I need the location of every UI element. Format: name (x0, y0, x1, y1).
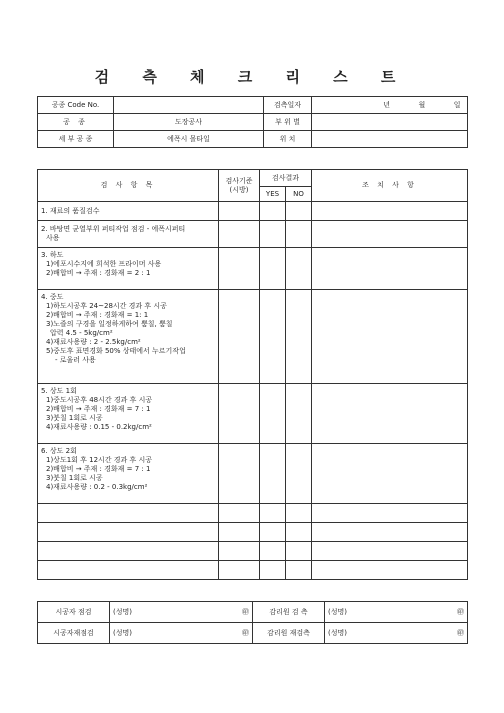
item-standard-cell[interactable] (219, 523, 260, 542)
signature-table (37, 601, 468, 644)
item-text (38, 221, 219, 248)
item-text (38, 444, 219, 504)
supervisor-recheck-label: 감리원 재검측 (253, 623, 325, 644)
header-no: NO (286, 187, 312, 202)
header-yes: YES (260, 187, 286, 202)
item-yes-cell[interactable] (260, 221, 286, 248)
checklist-table (37, 169, 468, 580)
header-standard-line1: 검사기준 (225, 176, 253, 185)
seal-mark: ㊞ (242, 607, 249, 616)
date-value[interactable] (312, 97, 468, 114)
item-text (38, 384, 219, 444)
item-line: 3)붓칠 1회로 시공 (46, 414, 103, 422)
item-line: 압력 4.5 - 5kg/cm² (50, 329, 113, 337)
item-line: - 로울러 사용 (55, 356, 96, 364)
item-action-cell[interactable] (312, 523, 468, 542)
builder-check-label: 시공자 점검 (38, 602, 110, 623)
item-line: 5. 상도 1회 (41, 387, 77, 395)
item-text (38, 290, 219, 384)
item-line: 4. 중도 (41, 293, 64, 301)
item-yes-cell[interactable] (260, 523, 286, 542)
seal-mark: ㊞ (457, 628, 464, 637)
date-label: 검측일자 (264, 97, 312, 114)
builder-recheck-signature[interactable] (110, 623, 253, 644)
item-text (38, 248, 219, 290)
item-line: 2. 바탕면 균열부위 퍼티작업 점검 - 에폭시퍼티 (41, 225, 186, 233)
item-line: 3)노즐의 구경을 일정하게하여 뿜칠, 뿜칠 (46, 320, 173, 328)
item-line: 5)중도후 표면경화 50% 상태에서 누르기작업 (46, 347, 186, 355)
item-line: 사용 (46, 234, 60, 242)
item-standard-cell[interactable] (219, 444, 260, 504)
item-line: 2)배합비 → 주재 : 경화재 = 2 : 1 (46, 269, 151, 277)
header-standard-line2: (시방) (229, 185, 249, 194)
header-result: 검사결과 (260, 170, 312, 187)
code-label: 공종 Code No. (38, 97, 114, 114)
item-standard-cell[interactable] (219, 202, 260, 221)
item-yes-cell[interactable] (260, 384, 286, 444)
item-line: 1)상도1회 후 12시간 경과 후 시공 (46, 456, 153, 464)
item-line: 1)에포시수지에 희석한 프라이머 사용 (46, 260, 162, 268)
date-day: 일 (453, 100, 461, 109)
part-label: 부 위 별 (264, 114, 312, 131)
item-no-cell[interactable] (286, 221, 312, 248)
info-table (37, 96, 468, 148)
item-action-cell[interactable] (312, 290, 468, 384)
item-no-cell[interactable] (286, 504, 312, 523)
item-line: 6. 상도 2회 (41, 447, 77, 455)
code-value[interactable] (114, 97, 264, 114)
item-no-cell[interactable] (286, 384, 312, 444)
signature-label: (성명) (113, 607, 132, 616)
item-action-cell[interactable] (312, 248, 468, 290)
item-line: 3. 하도 (41, 251, 64, 259)
date-month: 월 (418, 100, 426, 109)
item-no-cell[interactable] (286, 248, 312, 290)
item-line: 4)재료사용량 : 0.15 - 0.2kg/cm² (46, 423, 152, 431)
empty-item-cell[interactable] (38, 523, 219, 542)
seal-mark: ㊞ (457, 607, 464, 616)
empty-item-cell[interactable] (38, 504, 219, 523)
signature-label: (성명) (113, 628, 132, 637)
item-standard-cell[interactable] (219, 221, 260, 248)
item-yes-cell[interactable] (260, 248, 286, 290)
item-line: 1)하도시공후 24~28시간 경과 후 시공 (46, 302, 167, 310)
item-yes-cell[interactable] (260, 542, 286, 561)
item-line: 2)배합비 → 주재 : 경화재 = 7 : 1 (46, 405, 151, 413)
builder-check-signature[interactable] (110, 602, 253, 623)
header-action: 조 치 사 항 (312, 170, 468, 202)
item-standard-cell[interactable] (219, 248, 260, 290)
supervisor-check-signature[interactable] (325, 602, 468, 623)
item-action-cell[interactable] (312, 561, 468, 580)
empty-item-cell[interactable] (38, 542, 219, 561)
item-line: 3)붓칠 1회로 시공 (46, 474, 103, 482)
work-value[interactable]: 도장공사 (114, 114, 264, 131)
supervisor-recheck-signature[interactable] (325, 623, 468, 644)
location-value[interactable] (312, 131, 468, 148)
item-standard-cell[interactable] (219, 504, 260, 523)
header-items: 검 사 항 목 (38, 170, 219, 202)
item-no-cell[interactable] (286, 444, 312, 504)
item-standard-cell[interactable] (219, 542, 260, 561)
item-line: 2)배합비 → 주재 : 경화재 = 7 : 1 (46, 465, 151, 473)
item-line: 4)재료사용량 : 0.2 - 0.3kg/cm² (46, 483, 148, 491)
item-line: 2)배합비 → 주재 : 경화재 = 1: 1 (46, 311, 149, 319)
item-no-cell[interactable] (286, 561, 312, 580)
item-action-cell[interactable] (312, 504, 468, 523)
item-action-cell[interactable] (312, 542, 468, 561)
item-line: 4)재료사용량 : 2 - 2.5kg/cm² (46, 338, 141, 346)
detail-value[interactable]: 에폭시 몰타일 (114, 131, 264, 148)
item-standard-cell[interactable] (219, 384, 260, 444)
item-yes-cell[interactable] (260, 202, 286, 221)
item-standard-cell[interactable] (219, 561, 260, 580)
work-label: 공 종 (38, 114, 114, 131)
part-value[interactable] (312, 114, 468, 131)
builder-recheck-label: 시공자재점검 (38, 623, 110, 644)
item-action-cell[interactable] (312, 384, 468, 444)
item-yes-cell[interactable] (260, 504, 286, 523)
item-no-cell[interactable] (286, 290, 312, 384)
item-yes-cell[interactable] (260, 444, 286, 504)
item-text (38, 202, 219, 221)
item-action-cell[interactable] (312, 221, 468, 248)
item-yes-cell[interactable] (260, 561, 286, 580)
item-yes-cell[interactable] (260, 290, 286, 384)
item-no-cell[interactable] (286, 202, 312, 221)
item-action-cell[interactable] (312, 444, 468, 504)
seal-mark: ㊞ (242, 628, 249, 637)
location-label: 위 치 (264, 131, 312, 148)
signature-label: (성명) (328, 607, 347, 616)
detail-label: 세 부 공 종 (38, 131, 114, 148)
item-action-cell[interactable] (312, 202, 468, 221)
supervisor-check-label: 감리원 검 측 (253, 602, 325, 623)
item-no-cell[interactable] (286, 523, 312, 542)
item-no-cell[interactable] (286, 542, 312, 561)
item-standard-cell[interactable] (219, 290, 260, 384)
page-title: 검 측 체 크 리 스 트 (94, 68, 410, 86)
item-line: 1. 재료의 품질검수 (41, 206, 100, 215)
item-line: 1)중도시공후 48시간 경과 후 시공 (46, 396, 153, 404)
header-standard (219, 170, 260, 202)
signature-label: (성명) (328, 628, 347, 637)
date-year: 년 (383, 100, 390, 109)
empty-item-cell[interactable] (38, 561, 219, 580)
